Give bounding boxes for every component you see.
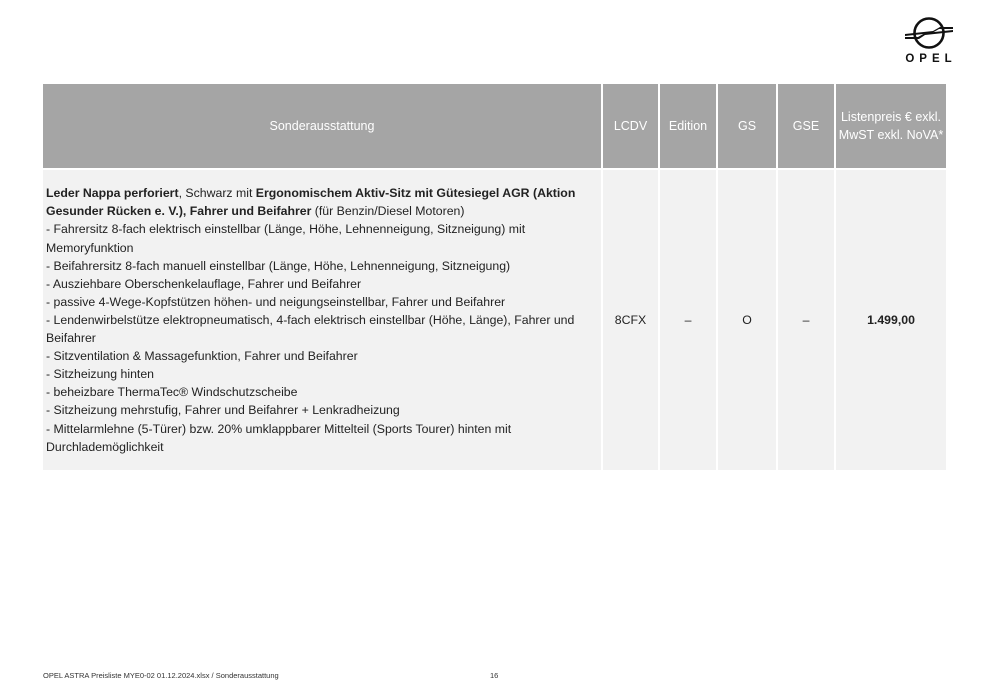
option-item: - Lendenwirbelstütze elektropneumatisch, 4-fach elektrisch einstellbar (Höhe, Länge), Fahrer und Beifahrer bbox=[46, 312, 575, 346]
cell-gse: – bbox=[777, 170, 835, 470]
option-item: - passive 4-Wege-Kopfstützen höhen- und neigungseinstellbar, Fahrer und Beifahrer bbox=[46, 294, 506, 309]
option-item: - Fahrersitz 8-fach elektrisch einstellbar (Länge, Höhe, Lehnenneigung, Sitzneigung) mit Memoryfunktion bbox=[46, 222, 526, 255]
footer-document-name: OPEL ASTRA Preisliste MYE0-02 01.12.2024.xlsx / Sonderausstattung bbox=[43, 671, 279, 680]
option-item: - Ausziehbare Oberschenkelauflage, Fahrer und Beifahrer bbox=[46, 276, 362, 291]
option-title-part: Leder Nappa perforiert bbox=[46, 186, 179, 201]
option-title-part: , Schwarz mit bbox=[178, 186, 256, 201]
header-gs: GS bbox=[717, 84, 777, 168]
cell-price: 1.499,00 bbox=[835, 170, 946, 470]
price-table bbox=[43, 84, 946, 470]
cell-edition: – bbox=[659, 170, 717, 470]
option-item: - Sitzventilation & Massagefunktion, Fahrer und Beifahrer bbox=[46, 349, 358, 364]
option-item: - Sitzheizung mehrstufig, Fahrer und Beifahrer + Lenkradheizung bbox=[46, 403, 400, 418]
header-edition: Edition bbox=[659, 84, 717, 168]
opel-logo bbox=[896, 16, 962, 68]
cell-lcdv: 8CFX bbox=[602, 170, 659, 470]
option-item: - Sitzheizung hinten bbox=[46, 367, 155, 382]
brand-name: OPEL bbox=[905, 53, 957, 65]
header-gse: GSE bbox=[777, 84, 835, 168]
header-price: Listenpreis € exkl. MwST exkl. NoVA* bbox=[835, 84, 946, 168]
opel-blitz-logo-icon bbox=[903, 16, 955, 50]
option-item: - beheizbare ThermaTec® Windschutzscheibe bbox=[46, 385, 298, 400]
option-title-part: Ergonomischem Aktiv-Sitz mit Gütesiegel AGR (Aktion Gesunder Rücken e. V.), Fahrer und Beifahrer bbox=[46, 186, 576, 219]
option-item: - Beifahrersitz 8-fach manuell einstellbar (Länge, Höhe, Lehnenneigung, Sitzneigung) bbox=[46, 258, 511, 273]
option-title bbox=[46, 186, 575, 218]
option-item: - Mittelarmlehne (5-Türer) bzw. 20% umklappbarer Mittelteil (Sports Tourer) hinten mit Durchlademöglichkeit bbox=[46, 421, 512, 454]
table-row bbox=[43, 170, 946, 470]
option-description bbox=[43, 170, 602, 470]
cell-gs: O bbox=[717, 170, 777, 470]
header-lcdv: LCDV bbox=[602, 84, 659, 168]
option-title-part: (für Benzin/Diesel Motoren) bbox=[311, 204, 465, 219]
header-description: Sonderausstattung bbox=[43, 84, 602, 168]
page-number: 16 bbox=[490, 671, 499, 680]
table-header-row bbox=[43, 84, 946, 168]
